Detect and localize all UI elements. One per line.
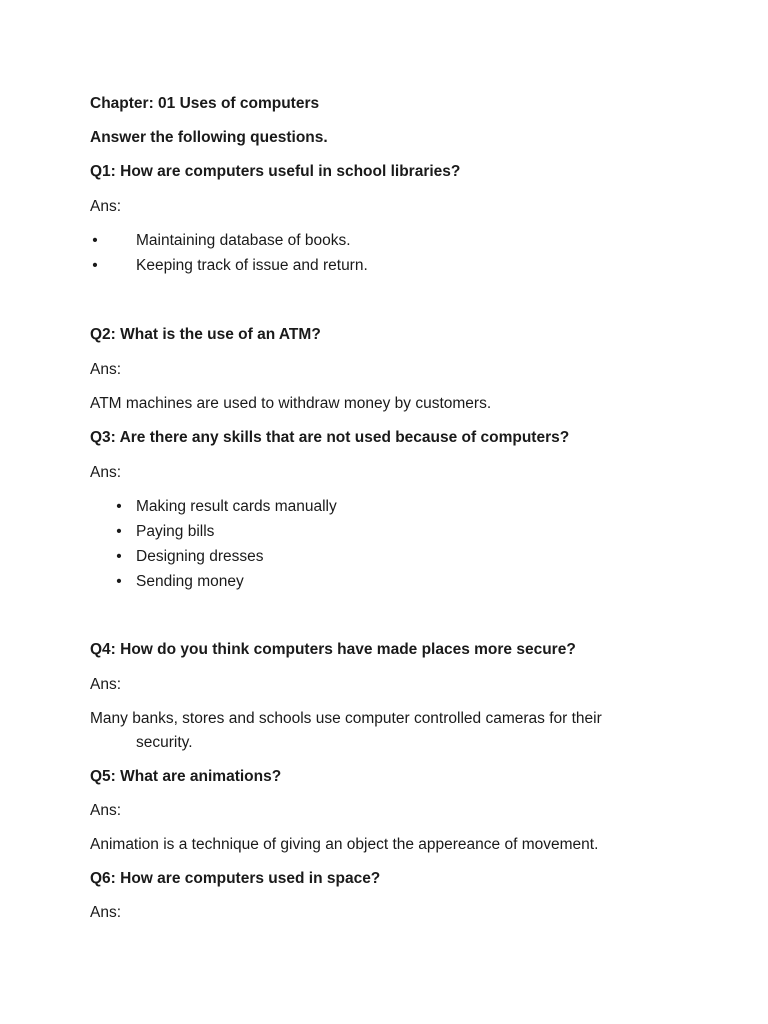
answer-label-6: Ans: [90,904,122,921]
list-item-text: Making result cards manually [136,498,337,515]
question-5: Q5: What are animations? [90,768,282,785]
question-1: Q1: How are computers useful in school libraries? [90,163,461,180]
bullet-icon: • [116,548,122,565]
answer-5: Animation is a technique of giving an object the appereance of movement. [90,836,599,853]
list-item-text: Keeping track of issue and return. [136,257,368,274]
instruction: Answer the following questions. [90,129,328,146]
list-item-text: Designing dresses [136,548,264,565]
answer-label-5: Ans: [90,802,122,819]
bullet-icon: • [92,257,98,274]
list-item-text: Sending money [136,573,244,590]
question-4: Q4: How do you think computers have made places more secure? [90,641,576,658]
answer-label-3: Ans: [90,464,122,481]
bullet-icon: • [116,498,122,515]
list-item-text: Paying bills [136,523,215,540]
answer-label-1: Ans: [90,198,122,215]
chapter-title: Chapter: 01 Uses of computers [90,95,320,112]
answer-label-2: Ans: [90,361,122,378]
list-item-text: Maintaining database of books. [136,232,351,249]
answer-2: ATM machines are used to withdraw money by customers. [90,395,492,412]
answer-4-line-2: security. [136,734,193,751]
answer-label-4: Ans: [90,676,122,693]
bullet-icon: • [116,523,122,540]
bullet-icon: • [116,573,122,590]
answer-4-line-1: Many banks, stores and schools use computer controlled cameras for their [90,710,602,727]
question-3: Q3: Are there any skills that are not used because of computers? [90,429,570,446]
question-6: Q6: How are computers used in space? [90,870,381,887]
question-2: Q2: What is the use of an ATM? [90,326,321,343]
bullet-icon: • [92,232,98,249]
